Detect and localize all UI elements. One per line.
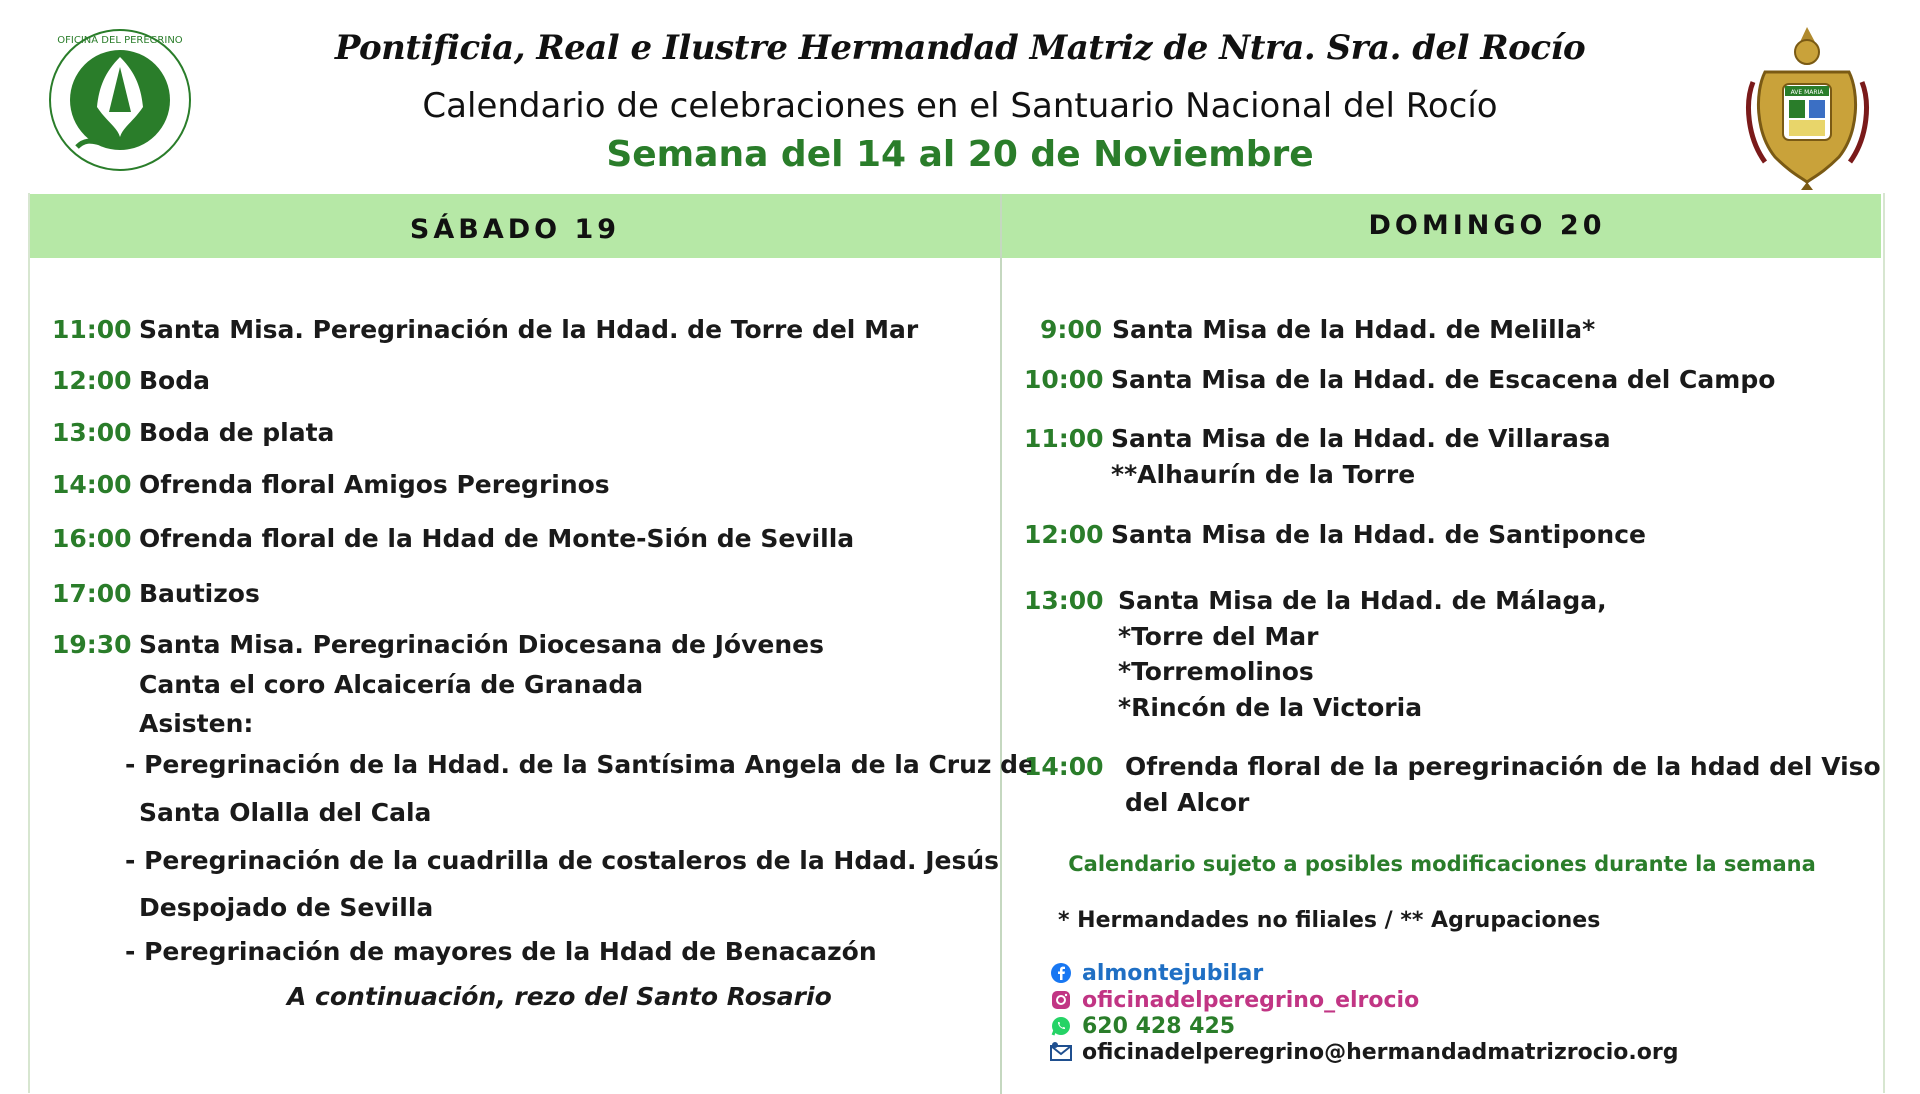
event-text: Santa Olalla del Cala: [139, 798, 432, 827]
legend-note: * Hermandades no filiales / ** Agrupaciones: [1058, 908, 1601, 933]
event-time: 11:00: [1024, 424, 1104, 453]
page-title: Pontificia, Real e Ilustre Hermandad Matriz de Ntra. Sra. del Rocío: [334, 28, 1586, 68]
facebook-contact[interactable]: [1050, 961, 1263, 986]
facebook-icon: [1050, 962, 1072, 984]
page-subtitle: Calendario de celebraciones en el Santuario Nacional del Rocío: [422, 86, 1498, 126]
event-text: Santa Misa de la Hdad. de Melilla*: [1112, 315, 1596, 344]
week-range: Semana del 14 al 20 de Noviembre: [606, 134, 1314, 175]
event-time: 11:00: [52, 315, 132, 344]
logo-left-text: OFICINA DEL PEREGRINO: [57, 35, 183, 46]
event-time: 13:00: [1024, 586, 1104, 615]
modifications-note: Calendario sujeto a posibles modificaciones durante la semana: [1068, 852, 1816, 876]
event-text: Santa Misa de la Hdad. de Escacena del Campo: [1111, 365, 1776, 394]
event-time: 10:00: [1024, 365, 1104, 394]
email-address[interactable]: oficinadelperegrino@hermandadmatrizrocio.org: [1082, 1040, 1679, 1065]
email-contact[interactable]: [1050, 1040, 1679, 1065]
event-time: 17:00: [52, 579, 132, 608]
facebook-handle[interactable]: almontejubilar: [1082, 961, 1264, 986]
saturday-heading: SÁBADO 19: [409, 214, 621, 245]
event-text: Boda de plata: [139, 418, 335, 447]
event-time: 19:30: [52, 630, 132, 659]
event-time: 12:00: [1024, 520, 1104, 549]
event-text: Ofrenda floral Amigos Peregrinos: [139, 470, 610, 499]
event-time: 14:00: [1024, 752, 1104, 781]
event-text: Ofrenda floral de la peregrinación de la hdad del Viso: [1125, 752, 1881, 781]
event-text: Santa Misa de la Hdad. de Santiponce: [1111, 520, 1646, 549]
event-time: 14:00: [52, 470, 132, 499]
event-text: - Peregrinación de mayores de la Hdad de Benacazón: [125, 937, 877, 966]
event-text: - Peregrinación de la cuadrilla de costaleros de la Hdad. Jesús: [125, 846, 1000, 875]
event-text: Santa Misa de la Hdad. de Málaga,: [1118, 586, 1607, 615]
whatsapp-number[interactable]: 620 428 425: [1082, 1014, 1236, 1039]
event-text: Ofrenda floral de la Hdad de Monte-Sión de Sevilla: [139, 524, 855, 553]
instagram-contact[interactable]: [1050, 988, 1419, 1013]
event-text: *Torremolinos: [1118, 657, 1314, 686]
instagram-icon: [1050, 989, 1072, 1011]
crest-text: AVE MARIA: [1790, 89, 1824, 96]
event-text: *Rincón de la Victoria: [1118, 693, 1423, 722]
event-text: Santa Misa. Peregrinación de la Hdad. de Torre del Mar: [139, 315, 919, 344]
closing-note: A continuación, rezo del Santo Rosario: [287, 982, 832, 1011]
event-text: Canta el coro Alcaicería de Granada: [139, 670, 644, 699]
event-text: Santa Misa de la Hdad. de Villarasa: [1111, 424, 1611, 453]
event-time: 16:00: [52, 524, 132, 553]
event-text: - Peregrinación de la Hdad. de la Santísima Angela de la Cruz de: [125, 750, 1036, 779]
event-text: Boda: [139, 366, 210, 395]
event-time: 13:00: [52, 418, 132, 447]
mail-icon: [1050, 1041, 1072, 1063]
event-text: *Torre del Mar: [1118, 622, 1319, 651]
event-text: **Alhaurín de la Torre: [1111, 460, 1416, 489]
whatsapp-icon: [1050, 1015, 1072, 1037]
event-text: Bautizos: [139, 579, 260, 608]
column-divider: [1000, 194, 1002, 1094]
event-text: Santa Misa. Peregrinación Diocesana de Jóvenes: [139, 630, 824, 659]
event-text: Despojado de Sevilla: [139, 893, 434, 922]
event-text: del Alcor: [1125, 788, 1250, 817]
whatsapp-contact[interactable]: [1050, 1014, 1235, 1039]
event-time: 9:00: [1040, 315, 1103, 344]
event-time: 12:00: [52, 366, 132, 395]
instagram-handle[interactable]: oficinadelperegrino_elrocio: [1082, 988, 1420, 1013]
event-text: Asisten:: [139, 709, 254, 738]
sunday-heading: DOMINGO 20: [1368, 210, 1606, 241]
